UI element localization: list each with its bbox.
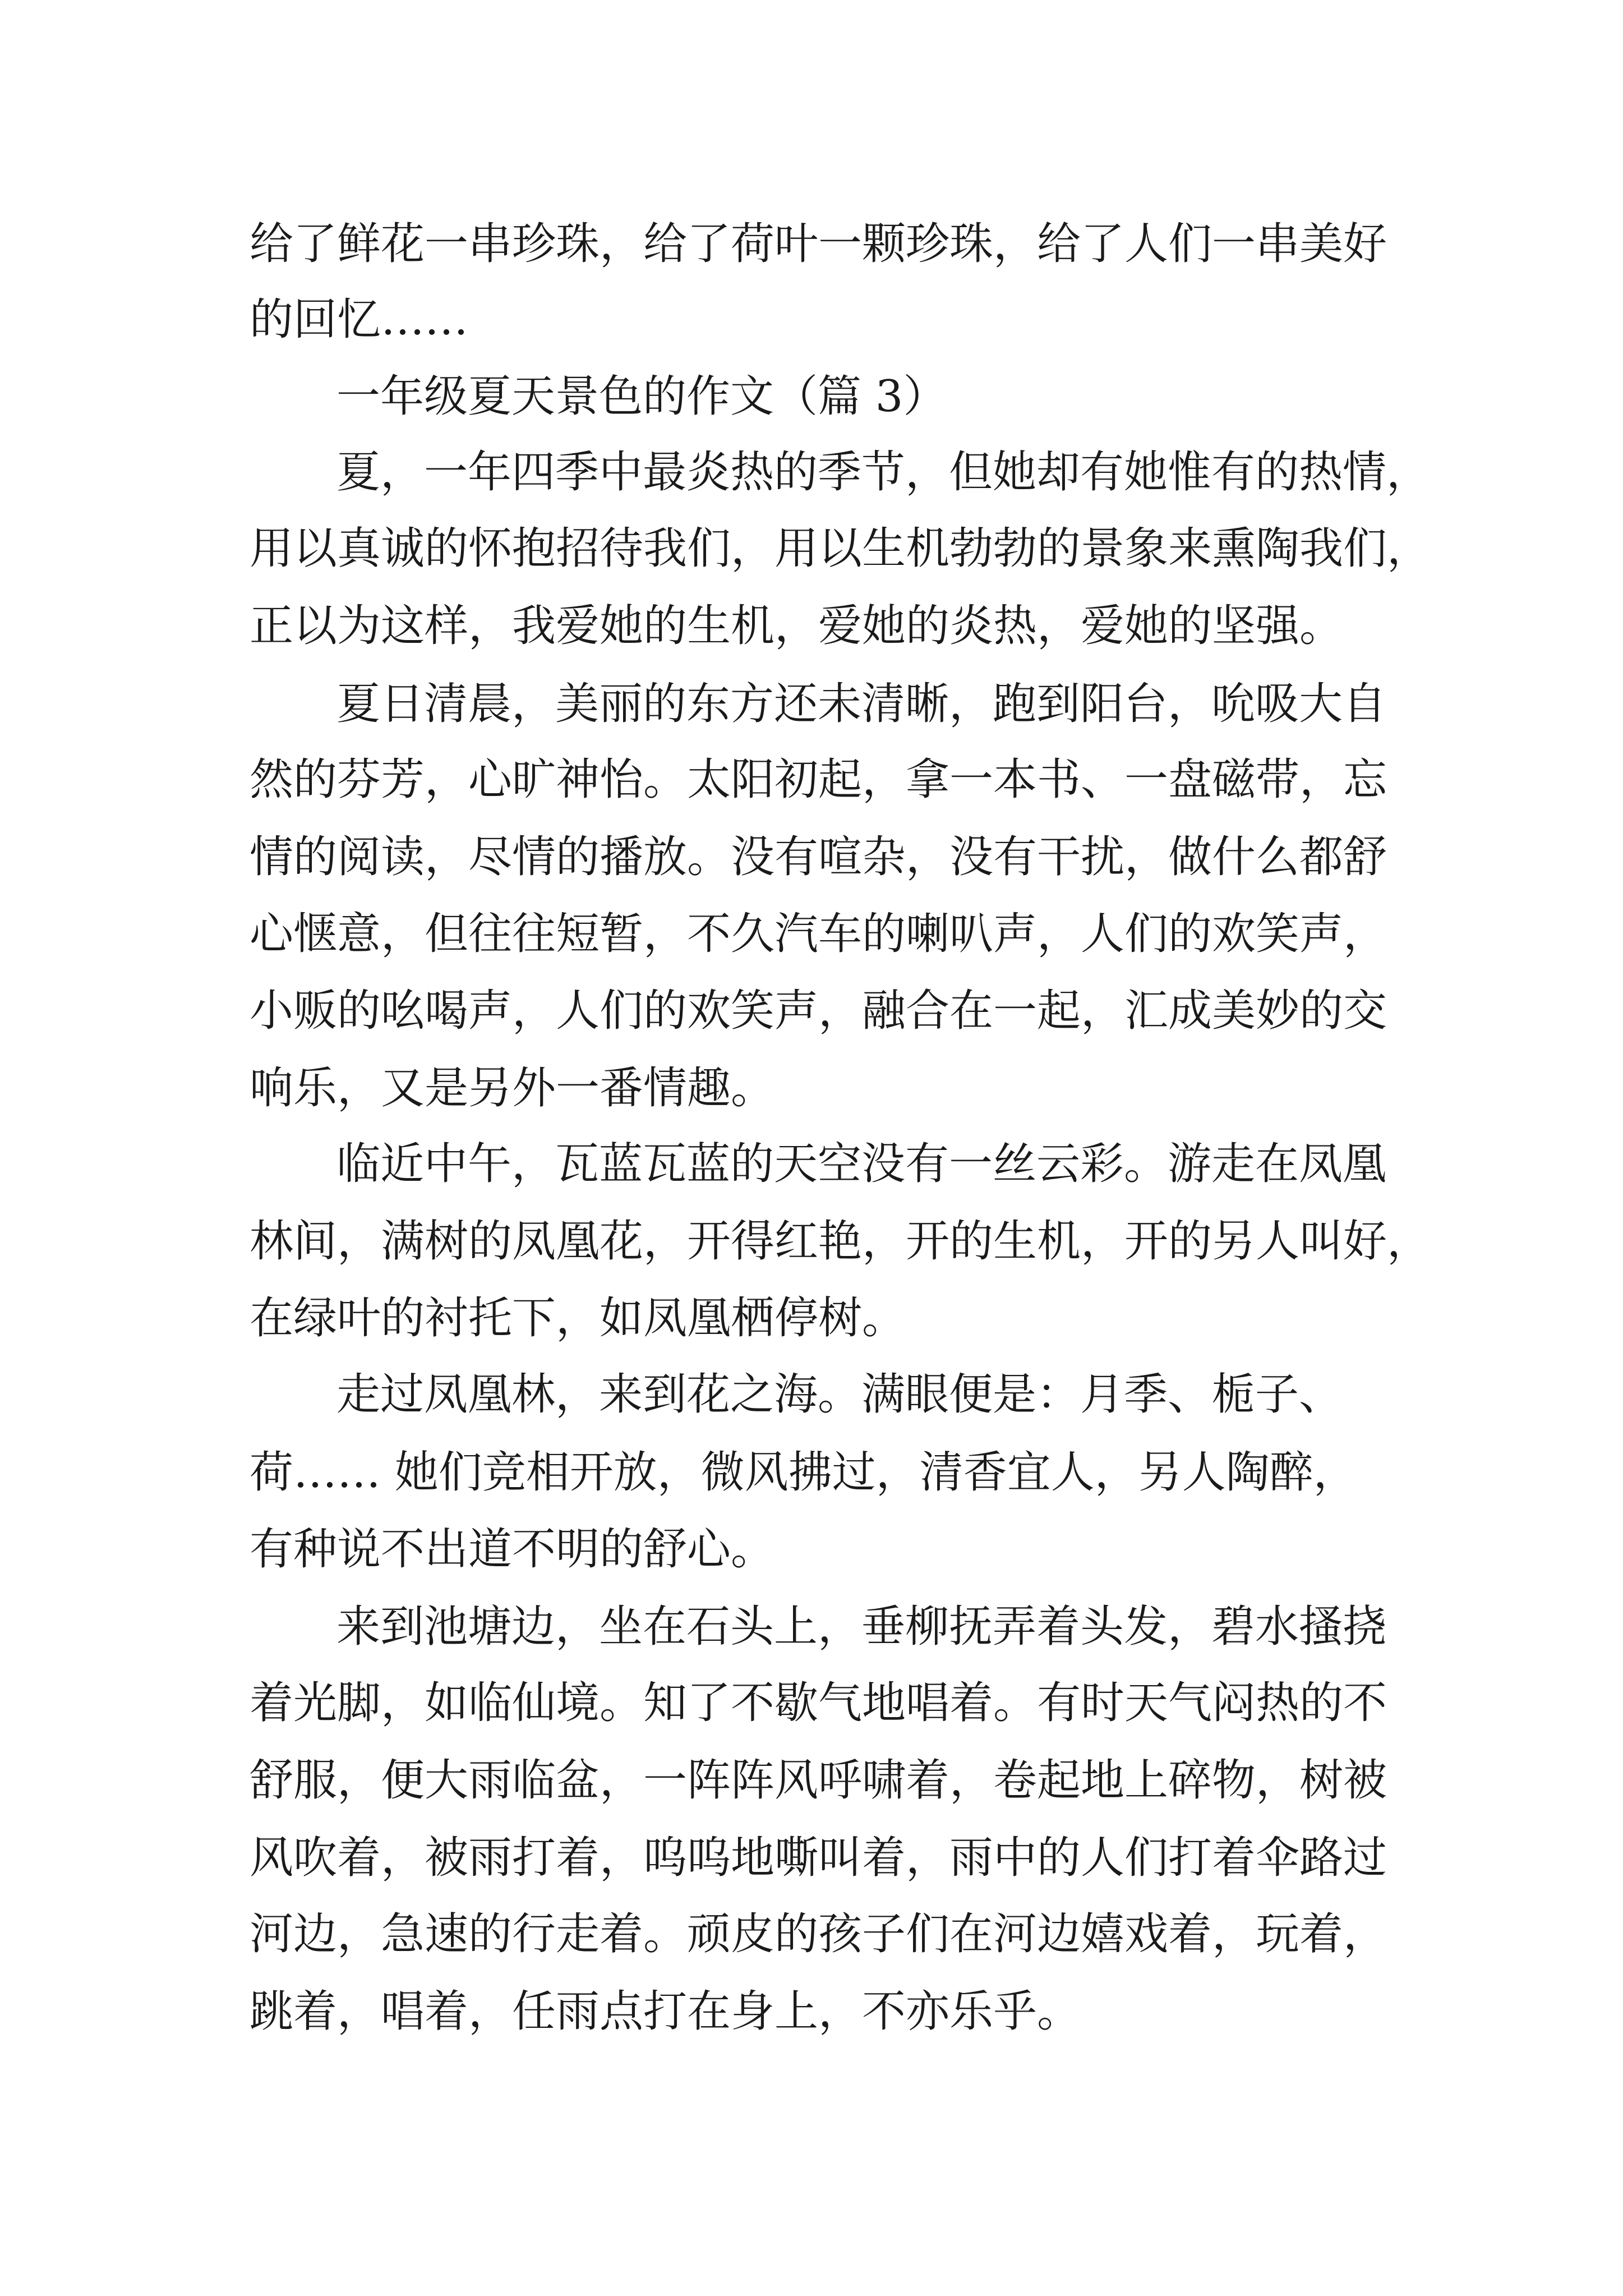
paragraph-line: 临近中午，瓦蓝瓦蓝的天空没有一丝云彩。游走在凤凰 (336, 1139, 1387, 1189)
paragraph-line: 心惬意，但往往短暂，不久汽车的喇叭声，人们的欢笑声， (250, 909, 1387, 959)
text-line: 的回忆…… (250, 295, 469, 345)
paragraph-line: 夏，一年四季中最炎热的季节，但她却有她惟有的热情， (336, 447, 1431, 498)
text-line: 给了鲜花一串珍珠，给了荷叶一颗珍珠，给了人们一串美好 (250, 219, 1387, 269)
paragraph-line: 河边，急速的行走着。顽皮的孩子们在河边嬉戏着，玩着， (250, 1909, 1387, 1959)
paragraph-line: 正以为这样，我爱她的生机，爱她的炎热，爱她的坚强。 (250, 601, 1344, 651)
paragraph-line: 着光脚，如临仙境。知了不歇气地唱着。有时天气闷热的不 (250, 1678, 1387, 1728)
paragraph-line: 响乐，又是另外一番情趣。 (250, 1063, 775, 1114)
paragraph-line: 跳着，唱着，任雨点打在身上，不亦乐乎。 (250, 1986, 1081, 2037)
paragraph-line: 情的阅读，尽情的播放。没有喧杂，没有干扰，做什么都舒 (250, 832, 1387, 882)
paragraph-line: 荷…… 她们竞相开放，微风拂过，清香宜人，另人陶醉， (250, 1447, 1357, 1498)
paragraph-line: 用以真诚的怀抱招待我们，用以生机勃勃的景象来熏陶我们， (250, 523, 1431, 574)
paragraph-line: 风吹着，被雨打着，呜呜地嘶叫着，雨中的人们打着伞路过 (250, 1833, 1387, 1883)
paragraph-line: 有种说不出道不明的舒心。 (250, 1524, 775, 1575)
paragraph-line: 小贩的吆喝声，人们的欢笑声，融合在一起，汇成美妙的交 (250, 986, 1387, 1036)
paragraph-line: 来到池塘边，坐在石头上，垂柳抚弄着头发，碧水搔挠 (336, 1602, 1387, 1652)
paragraph-line: 走过凤凰林，来到花之海。满眼便是：月季、栀子、 (336, 1369, 1343, 1420)
paragraph-line: 林间，满树的凤凰花，开得红艳，开的生机，开的另人叫好， (250, 1216, 1431, 1267)
paragraph-line: 舒服，便大雨临盆，一阵阵风呼啸着，卷起地上碎物，树被 (250, 1755, 1387, 1806)
paragraph-line: 夏日清晨，美丽的东方还未清晰，跑到阳台，吮吸大自 (336, 679, 1387, 729)
section-title: 一年级夏天景色的作文（篇 3） (336, 371, 947, 422)
paragraph-line: 在绿叶的衬托下，如凤凰栖停树。 (250, 1293, 906, 1343)
paragraph-line: 然的芬芳，心旷神怡。太阳初起，拿一本书、一盘磁带，忘 (250, 754, 1387, 805)
